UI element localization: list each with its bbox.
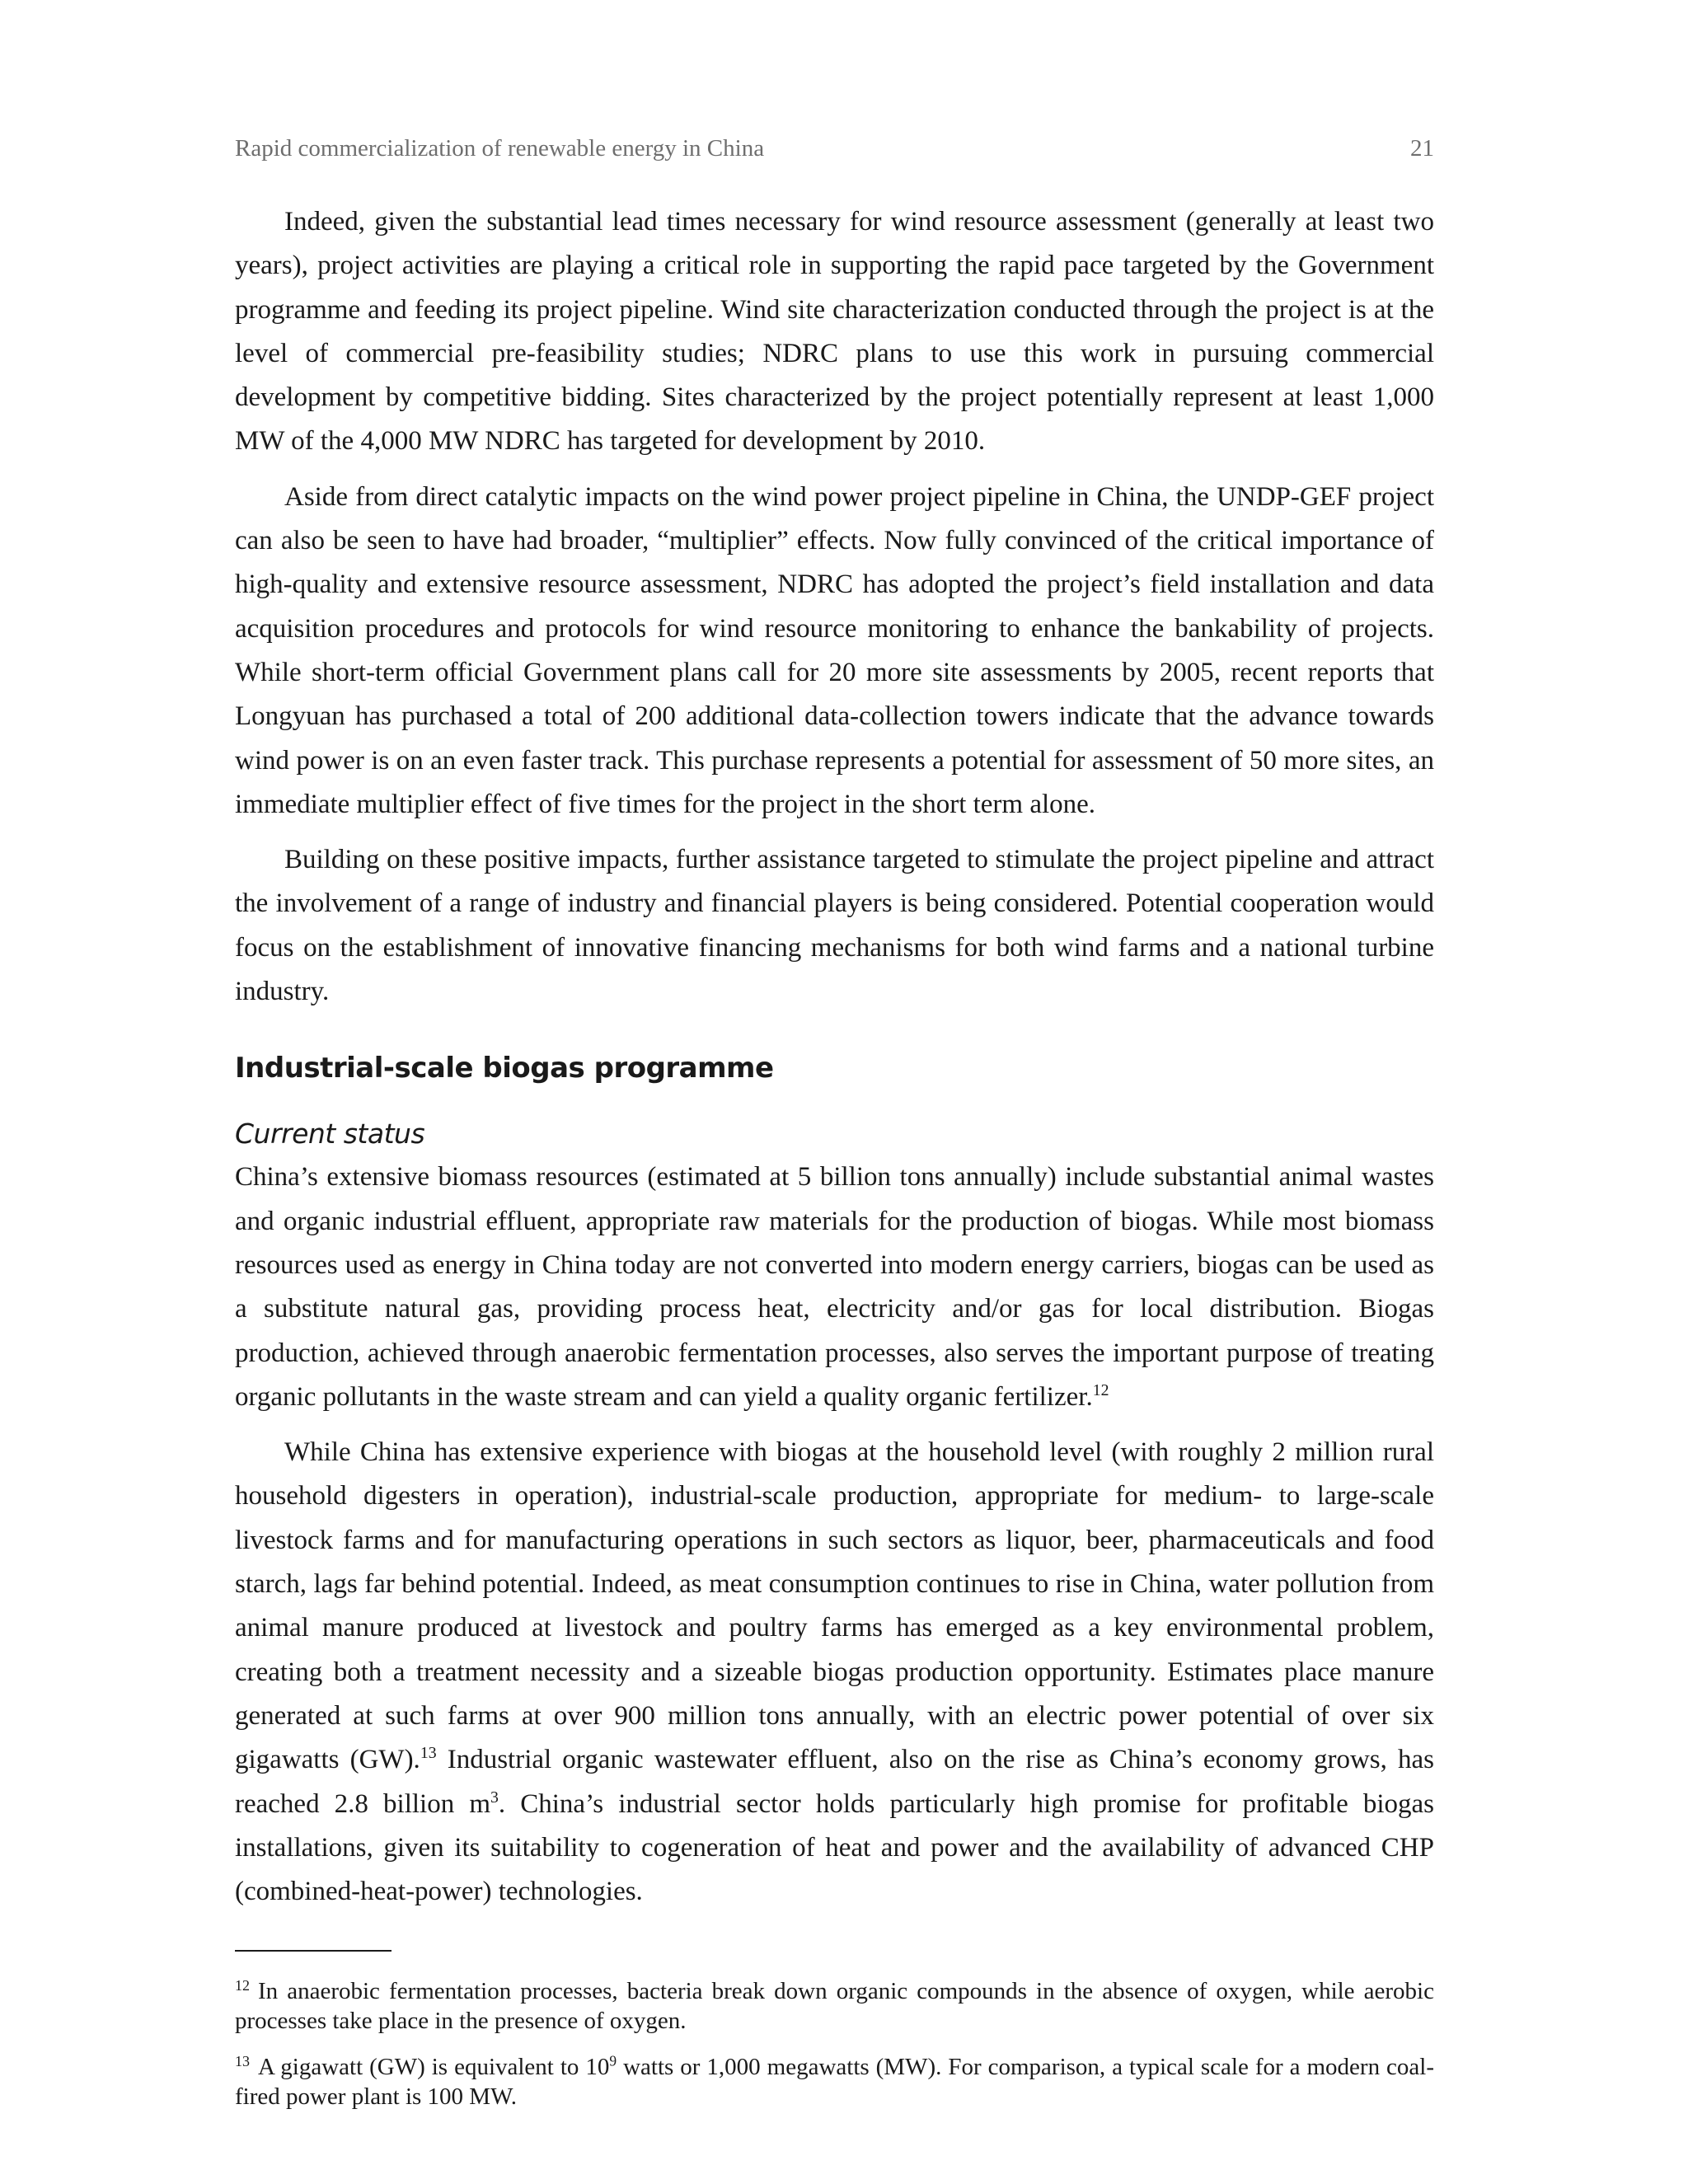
paragraph-multiplier-effects: Aside from direct catalytic impacts on the wind power project pipeline in China, the UNDP-GEF project can also be seen to have had broader, “multiplier” effects. Now fully convinced of the critical importance of high-quality and extensive resource assessment, NDRC has adopted the project’s field installation and data acquisition procedures and protocols for wind resource monitoring to enhance the bankability of projects. While short-term official Government plans call for 20 more site assessments by 2005, recent reports that Longyuan has purchased a total of 200 additional data-collection towers indicate that the advance towards wind power is on an even faster track. This purchase represents a potential for assessment of 50 more sites, an immediate multiplier effect of five times for the project in the short term alone. — [235, 481, 1434, 819]
cubic-exponent: 3 — [490, 1788, 499, 1807]
paragraph-industrial-text-b: Industrial organic wastewater effluent, also on the rise as China’s economy grows, has reached 2.8 billion m — [235, 1745, 1434, 1819]
paragraph-further-assistance: Building on these positive impacts, further assistance targeted to stimulate the project pipeline and attract the involvement of a range of industry and financial players is being considered. Potential cooperation would focus on the establishment of innovative financing mechanisms for both wind farms and a national turbine industry. — [235, 845, 1434, 1007]
footnote-divider — [235, 1950, 392, 1952]
subsection-heading: Current status — [235, 1118, 425, 1151]
footnote-text-12: In anaerobic fermentation processes, bacteria break down organic compounds in the absence of oxygen, while aerobic processes take place in the presence of oxygen. — [235, 1978, 1434, 2035]
paragraph-industrial-biogas — [235, 1431, 1434, 1914]
footnote-text-13a: A gigawatt (GW) is equivalent to 10 — [257, 2054, 610, 2081]
running-header — [235, 132, 1434, 165]
paragraph-industrial-text-a: While China has extensive experience with biogas at the household level (with roughly 2 million rural household digesters in operation), industrial-scale production, appropriate for medium- to large-scale livestock farms and for manufacturing operations in such sectors as liquor, beer, pharmaceuticals and food starch, lags far behind potential. Indeed, as meat consumption continues to rise in China, water pollution from animal manure produced at livestock and poultry farms has emerged as a key environmental problem, creating both a treatment necessity and a sizeable biogas production opportunity. Estimates place manure generated at such farms at over 900 million tons annually, with an electric power potential of over six gigawatts (GW). — [235, 1437, 1434, 1775]
paragraph-industrial-text-c: . China’s industrial sector holds particularly high promise for profitable biogas installations, given its suitability to cogeneration of heat and power and the availability of advanced CHP (combined-heat-power) technologies. — [235, 1788, 1434, 1907]
paragraph-biomass-resources — [235, 1155, 1434, 1419]
running-title: Rapid commercialization of renewable energy in China — [235, 135, 765, 162]
footnote-number-13: 13 — [235, 2052, 250, 2069]
paragraph-biomass-text: China’s extensive biomass resources (estimated at 5 billion tons annually) include substantial animal wastes and organic industrial effluent, appropriate raw materials for the production of biogas. While most biomass resources used as energy in China today are not converted into modern energy carriers, biogas can be used as a substitute natural gas, providing process heat, electricity and/or gas for local distribution. Biogas production, achieved through anaerobic fermentation processes, also serves the important purpose of treating organic pollutants in the waste stream and can yield a quality organic fertilizer. — [235, 1162, 1434, 1412]
footnote-text-13b: watts or 1,000 megawatts (MW). For comparison, a typical scale for a modern coal-fired power plant is 100 MW. — [235, 2054, 1435, 2111]
footnote-number-12: 12 — [235, 1976, 250, 1994]
page-number: 21 — [1410, 135, 1434, 162]
body-text — [235, 200, 1434, 2128]
footnote-ref-12[interactable]: 12 — [1092, 1380, 1109, 1399]
footnote-exponent: 9 — [609, 2052, 617, 2069]
footnote-ref-13[interactable]: 13 — [420, 1744, 437, 1763]
section-heading: Industrial-scale biogas programme — [235, 1052, 774, 1085]
paragraph-wind-lead-times: Indeed, given the substantial lead times necessary for wind resource assessment (generally at least two years), project activities are playing a critical role in supporting the rapid pace targeted by the Government programme and feeding its project pipeline. Wind site characterization conducted through the project is at the level of commercial pre-feasibility studies; NDRC plans to use this work in pursuing commercial development by competitive bidding. Sites characterized by the project potentially represent at least 1,000 MW of the 4,000 MW NDRC has targeted for development by 2010. — [235, 207, 1434, 457]
footnote-12 — [235, 1976, 1434, 2036]
footnote-13 — [235, 2052, 1434, 2111]
